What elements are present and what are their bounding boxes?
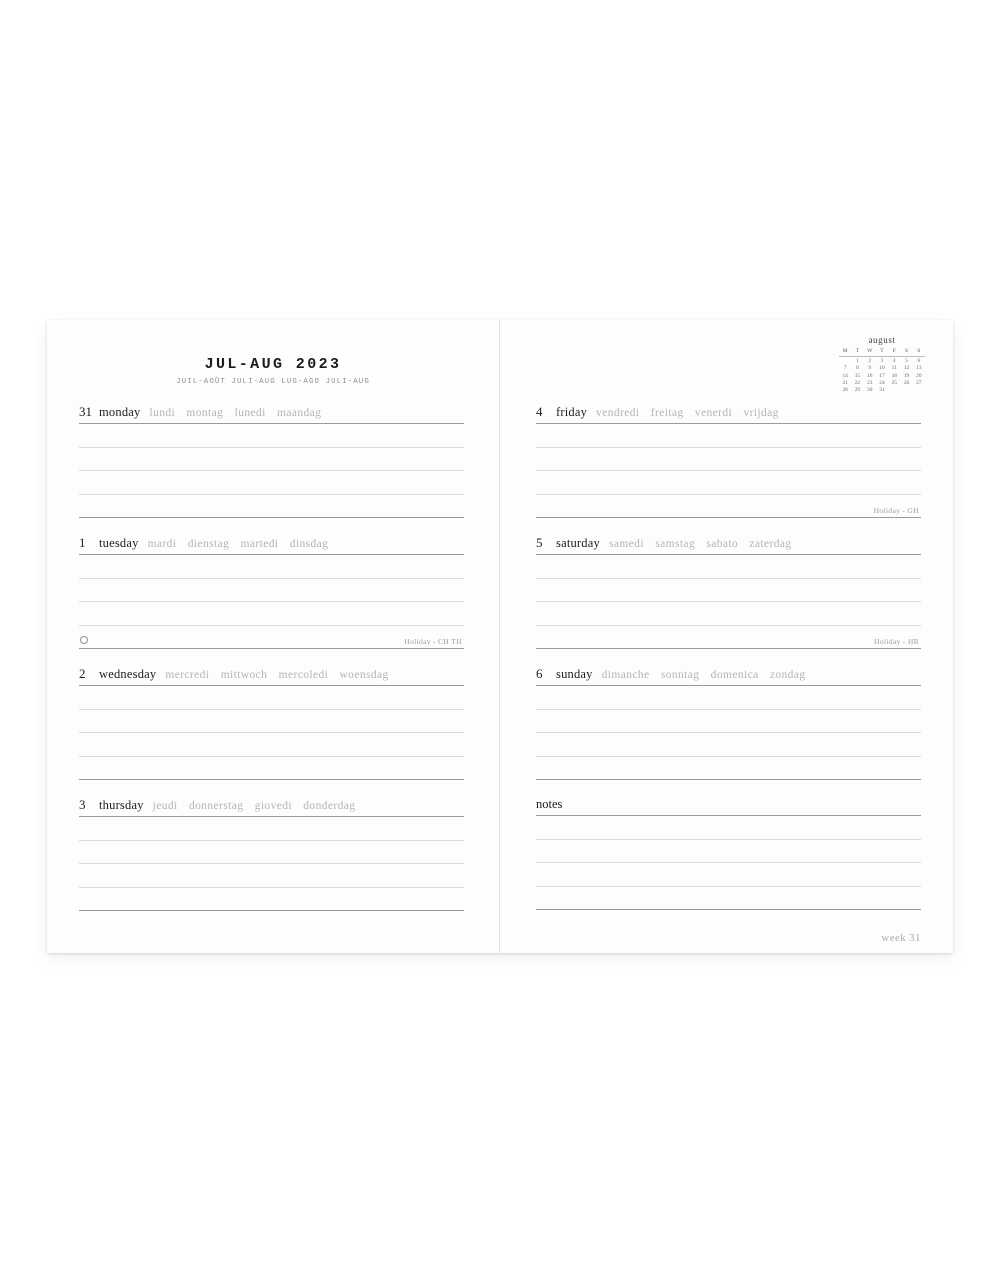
- mini-calendar-day[interactable]: 24: [879, 379, 885, 386]
- mini-calendar-day[interactable]: 20: [916, 372, 922, 379]
- day-number: 3: [79, 797, 86, 812]
- write-line[interactable]: [536, 816, 921, 840]
- day-name-en: friday: [556, 405, 588, 419]
- day-name-en: wednesday: [99, 667, 157, 681]
- day-name-nl: maandag: [277, 407, 322, 419]
- mini-calendar-table: [839, 348, 925, 355]
- mini-calendar-week: [839, 358, 925, 365]
- mini-calendar-day[interactable]: 22: [854, 379, 861, 386]
- day-name-it: domenica: [710, 669, 759, 681]
- write-line[interactable]: [79, 448, 464, 472]
- write-line[interactable]: [79, 841, 464, 865]
- day-names-alt: [602, 669, 814, 681]
- day-number: 1: [79, 535, 86, 550]
- write-line-holiday[interactable]: [536, 495, 921, 519]
- new-moon-icon: [80, 636, 88, 644]
- write-line[interactable]: [536, 840, 921, 864]
- write-line[interactable]: [79, 579, 464, 603]
- mini-calendar-day[interactable]: 9: [868, 365, 872, 372]
- mini-calendar-day[interactable]: 2: [868, 358, 872, 364]
- left-page: [47, 320, 500, 953]
- day-name-en: tuesday: [99, 536, 139, 550]
- day-names-alt: [165, 669, 396, 681]
- day-header: [79, 797, 464, 817]
- day-name-nl: dinsdag: [289, 538, 329, 550]
- right-page: [500, 320, 953, 953]
- mini-calendar-day[interactable]: 7: [843, 365, 847, 372]
- mini-calendar-day[interactable]: 23: [867, 379, 873, 386]
- day-name-it: venerdi: [694, 407, 733, 419]
- write-line[interactable]: [536, 757, 921, 781]
- page-subtitle: JUIL-AOÛT JULI-AUG LUG-AGO JULI-AUG: [176, 378, 370, 386]
- write-line[interactable]: [79, 888, 464, 912]
- day-header: [536, 404, 921, 424]
- day-name-fr: dimanche: [601, 669, 650, 681]
- day-name-nl: woensdag: [339, 669, 389, 681]
- day-name-fr: lundi: [149, 407, 176, 419]
- day-names-alt: [153, 800, 364, 812]
- write-line[interactable]: [79, 757, 464, 781]
- day-name-nl: zaterdag: [749, 538, 792, 550]
- mini-calendar-day[interactable]: 12: [903, 365, 910, 372]
- weekday-header: T: [880, 348, 884, 354]
- write-line[interactable]: [536, 424, 921, 448]
- page-title: JUL-AUG 2023: [204, 356, 342, 373]
- mini-calendar-day[interactable]: 31: [879, 387, 885, 394]
- day-block-monday[interactable]: [79, 404, 464, 518]
- day-block-sunday[interactable]: [536, 666, 921, 780]
- mini-calendar-day[interactable]: 18: [891, 372, 897, 379]
- day-name-de: samstag: [655, 538, 696, 550]
- day-block-wednesday[interactable]: [79, 666, 464, 780]
- day-names-alt: [149, 407, 329, 419]
- notes-block[interactable]: [536, 797, 921, 910]
- mini-calendar-days: [839, 358, 925, 394]
- day-name-it: lunedi: [234, 407, 266, 419]
- weekday-header: S: [917, 348, 921, 354]
- mini-calendar[interactable]: [839, 335, 925, 394]
- day-name-fr: samedi: [608, 538, 644, 550]
- mini-calendar-week: [839, 365, 925, 372]
- weekday-header: S: [904, 348, 909, 354]
- day-block-tuesday[interactable]: [79, 535, 464, 649]
- mini-calendar-day[interactable]: 4: [892, 358, 896, 364]
- mini-calendar-day[interactable]: 26: [903, 379, 910, 386]
- weekday-header: T: [855, 348, 860, 354]
- mini-calendar-day[interactable]: [839, 358, 851, 365]
- write-line[interactable]: [79, 424, 464, 448]
- day-name-en: sunday: [556, 667, 593, 681]
- day-header: [79, 404, 464, 424]
- day-block-thursday[interactable]: [79, 797, 464, 911]
- mini-calendar-day[interactable]: 17: [879, 372, 885, 379]
- mini-calendar-week: [839, 373, 925, 380]
- day-name-nl: zondag: [769, 669, 806, 681]
- day-header: [536, 535, 921, 555]
- day-name-de: donnerstag: [188, 800, 244, 812]
- mini-calendar-day[interactable]: 10: [879, 365, 885, 372]
- mini-calendar-day[interactable]: 8: [856, 365, 859, 372]
- mini-calendar-week: [839, 387, 925, 394]
- holiday-label: Holiday - CH TH: [404, 637, 462, 647]
- month-header: [47, 356, 499, 386]
- mini-calendar-day[interactable]: 6: [917, 358, 921, 364]
- mini-calendar-day[interactable]: [888, 387, 900, 394]
- day-name-de: sonntag: [660, 669, 700, 681]
- weekday-header: W: [867, 348, 873, 354]
- mini-calendar-day[interactable]: [900, 387, 912, 394]
- day-name-de: freitag: [650, 407, 684, 419]
- week-number-label: week 31: [881, 933, 921, 944]
- day-number: 4: [536, 404, 543, 419]
- write-line[interactable]: [536, 863, 921, 887]
- day-block-saturday[interactable]: [536, 535, 921, 649]
- notes-label: notes: [536, 797, 921, 816]
- write-line[interactable]: [536, 579, 921, 603]
- write-line[interactable]: [79, 471, 464, 495]
- write-line[interactable]: [536, 471, 921, 495]
- day-header: [79, 535, 464, 555]
- mini-calendar-month: august: [868, 335, 896, 345]
- day-name-nl: vrijdag: [743, 407, 779, 419]
- mini-calendar-week: [839, 380, 925, 387]
- mini-calendar-day[interactable]: 14: [842, 372, 848, 379]
- holiday-label: Holiday - GH: [873, 506, 919, 516]
- weekday-header: M: [842, 348, 848, 354]
- day-name-it: giovedi: [254, 800, 292, 812]
- mini-calendar-day[interactable]: 16: [867, 372, 873, 379]
- mini-calendar-day[interactable]: 29: [854, 387, 861, 394]
- write-line[interactable]: [536, 602, 921, 626]
- mini-calendar-day[interactable]: 13: [916, 365, 922, 372]
- day-name-fr: vendredi: [596, 407, 640, 419]
- write-line[interactable]: [79, 495, 464, 519]
- day-number: 2: [79, 666, 86, 681]
- day-number: 6: [536, 666, 543, 681]
- write-line[interactable]: [536, 887, 921, 911]
- day-name-de: mittwoch: [220, 669, 268, 681]
- write-line[interactable]: [79, 686, 464, 710]
- day-name-it: martedi: [240, 538, 279, 550]
- day-name-fr: jeudi: [152, 800, 178, 812]
- mini-calendar-day[interactable]: 15: [854, 372, 861, 379]
- mini-calendar-day[interactable]: 25: [891, 379, 897, 386]
- mini-calendar-day[interactable]: 27: [916, 379, 922, 386]
- mini-calendar-day[interactable]: 19: [903, 372, 910, 379]
- day-names-alt: [596, 407, 787, 419]
- day-names-alt: [148, 538, 337, 550]
- mini-calendar-day[interactable]: 28: [842, 387, 848, 394]
- write-line[interactable]: [79, 710, 464, 734]
- day-number: 5: [536, 535, 543, 550]
- write-line[interactable]: [79, 733, 464, 757]
- write-line[interactable]: [536, 710, 921, 734]
- divider: [839, 356, 925, 357]
- day-number: 31: [79, 404, 92, 419]
- mini-calendar-day[interactable]: 21: [842, 379, 848, 386]
- mini-calendar-day[interactable]: 30: [867, 387, 873, 394]
- mini-calendar-day[interactable]: 11: [891, 365, 897, 372]
- day-name-it: sabato: [706, 538, 739, 550]
- day-name-en: thursday: [99, 798, 144, 812]
- day-block-friday[interactable]: [536, 404, 921, 518]
- write-line-holiday[interactable]: [536, 626, 921, 650]
- day-name-nl: donderdag: [303, 800, 356, 812]
- write-line[interactable]: [536, 448, 921, 472]
- day-name-en: monday: [99, 405, 141, 419]
- write-line[interactable]: [79, 864, 464, 888]
- mini-calendar-day[interactable]: [913, 387, 925, 394]
- mini-calendar-day[interactable]: 5: [905, 358, 908, 364]
- write-line[interactable]: [536, 733, 921, 757]
- write-line[interactable]: [536, 555, 921, 579]
- day-name-de: montag: [186, 407, 224, 419]
- day-name-de: dienstag: [187, 538, 230, 550]
- day-name-fr: mardi: [147, 538, 177, 550]
- day-header: [536, 666, 921, 686]
- write-line[interactable]: [79, 602, 464, 626]
- day-name-en: saturday: [556, 536, 600, 550]
- day-name-it: mercoledi: [278, 669, 329, 681]
- mini-calendar-day[interactable]: 1: [856, 358, 859, 364]
- write-line-holiday[interactable]: [79, 626, 464, 650]
- holiday-label: Holiday - HR: [874, 637, 919, 647]
- write-line[interactable]: [79, 555, 464, 579]
- planner-spread: [47, 320, 953, 953]
- day-name-fr: mercredi: [165, 669, 210, 681]
- write-line[interactable]: [536, 686, 921, 710]
- day-header: [79, 666, 464, 686]
- write-line[interactable]: [79, 817, 464, 841]
- day-names-alt: [609, 538, 800, 550]
- weekday-header: F: [892, 348, 896, 354]
- mini-calendar-day[interactable]: 3: [880, 358, 884, 364]
- mini-calendar-header-row: [839, 348, 925, 355]
